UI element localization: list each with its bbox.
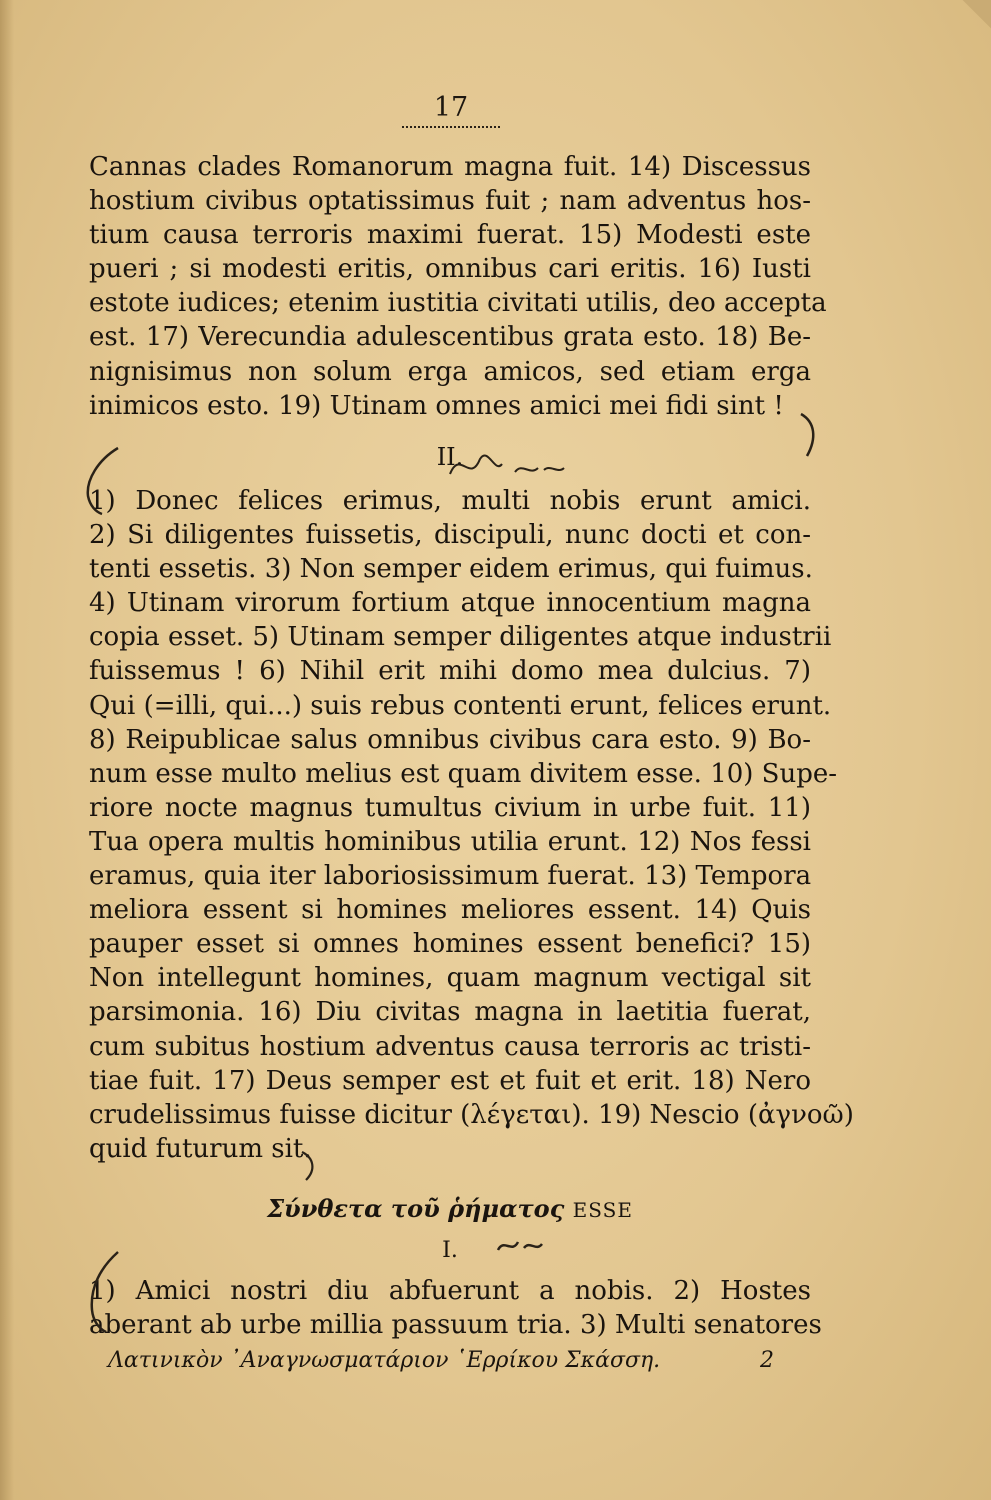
text-line: 2) Si diligentes fuissetis, discipuli, nunc docti et con-: [89, 520, 811, 551]
chapter-heading-latin: ESSE: [572, 1198, 633, 1222]
handwritten-close-bracket: [795, 408, 825, 468]
text-line: fuissemus ! 6) Nihil erit mihi domo mea dulcius. 7): [89, 656, 811, 687]
page-number: 17: [433, 92, 469, 123]
footer-signature-mark: 2: [760, 1348, 774, 1373]
text-line: cum subitus hostium adventus causa terroris ac tristi-: [89, 1031, 811, 1062]
text-line: quid futurum sit.: [89, 1133, 312, 1164]
text-line: estote iudices; etenim iustitia civitati utilis, deo accepta: [89, 288, 827, 319]
text-line: inimicos esto. 19) Utinam omnes amici mei fidi sint !: [89, 390, 784, 421]
folded-corner: [951, 0, 991, 40]
text-block-continuation: [89, 150, 827, 423]
text-line: pueri ; si modesti eritis, omnibus cari eritis. 16) Iusti: [89, 254, 811, 285]
handwritten-bracket-ii: [78, 440, 138, 520]
footer-book-title: Λατινικὸν ᾿Αναγνωσματάριον ῾Ερρίκου Σκάσση.: [108, 1348, 661, 1373]
text-line: tium causa terroris maximi fuerat. 15) Modesti este: [89, 220, 811, 251]
text-line: tiae fuit. 17) Deus semper est et fuit et erit. 18) Nero: [89, 1065, 811, 1096]
text-line: 1) Donec felices erimus, multi nobis erunt amici.: [89, 486, 811, 516]
text-line: 1) Amici nostri diu abfuerunt a nobis. 2) Hostes: [89, 1276, 811, 1306]
text-block-section-ii: [89, 484, 854, 1166]
text-line: pauper esset si omnes homines essent benefici? 15): [89, 929, 811, 960]
text-line: meliora essent si homines meliores essent. 14) Quis: [89, 895, 811, 926]
text-line: hostium civibus optatissimus fuit ; nam adventus hos-: [89, 186, 811, 217]
chapter-heading-greek: Σύνθετα τοῦ ῥήματος: [267, 1194, 565, 1223]
handwritten-mark-i: [492, 1230, 552, 1260]
text-line: nignisimus non solum erga amicos, sed etiam erga: [89, 356, 811, 387]
text-line: Tua opera multis hominibus utilia erunt. 12) Nos fessi: [89, 826, 811, 857]
text-line: num esse multo melius est quam divitem esse. 10) Supe-: [89, 758, 838, 789]
text-line: riore nocte magnus tumultus civium in urbe fuit. 11): [89, 792, 811, 823]
page-number-rule: [402, 126, 500, 128]
text-line: copia esset. 5) Utinam semper diligentes atque industrii: [89, 622, 832, 653]
text-line: Qui (=illi, qui...) suis rebus contenti erunt, felices erunt.: [89, 690, 832, 721]
page-footer: [108, 1348, 774, 1373]
text-line: est. 17) Verecundia adulescentibus grata esto. 18) Be-: [89, 322, 811, 353]
text-line: parsimonia. 16) Diu civitas magna in laetitia fuerat,: [89, 997, 811, 1028]
text-line: Non intellegunt homines, quam magnum vectigal sit: [89, 963, 811, 994]
text-line: crudelissimus fuisse dicitur (λέγεται). 19) Nescio (ἀγνοῶ): [89, 1099, 854, 1130]
text-line: aberant ab urbe millia passuum tria. 3) Multi senatores: [89, 1310, 822, 1341]
section-heading-i: I.: [442, 1238, 458, 1263]
text-block-section-i: [89, 1274, 822, 1342]
handwritten-bracket-i: [80, 1248, 130, 1338]
chapter-heading: [89, 1194, 811, 1223]
text-line: 8) Reipublicae salus omnibus civibus cara esto. 9) Bo-: [89, 724, 811, 755]
text-line: 4) Utinam virorum fortium atque innocentium magna: [89, 588, 811, 619]
handwritten-scribble: [440, 444, 580, 494]
text-line: eramus, quia iter laboriosissimum fuerat. 13) Tempora: [89, 861, 812, 892]
handwritten-close-bracket-2: [298, 1148, 322, 1184]
text-line: tenti essetis. 3) Non semper eidem erimus, qui fuimus.: [89, 554, 813, 585]
text-line: Cannas clades Romanorum magna fuit. 14) Discessus: [89, 152, 811, 182]
page-edge-shadow: [0, 0, 14, 1500]
section-heading-ii: II.: [436, 443, 464, 471]
